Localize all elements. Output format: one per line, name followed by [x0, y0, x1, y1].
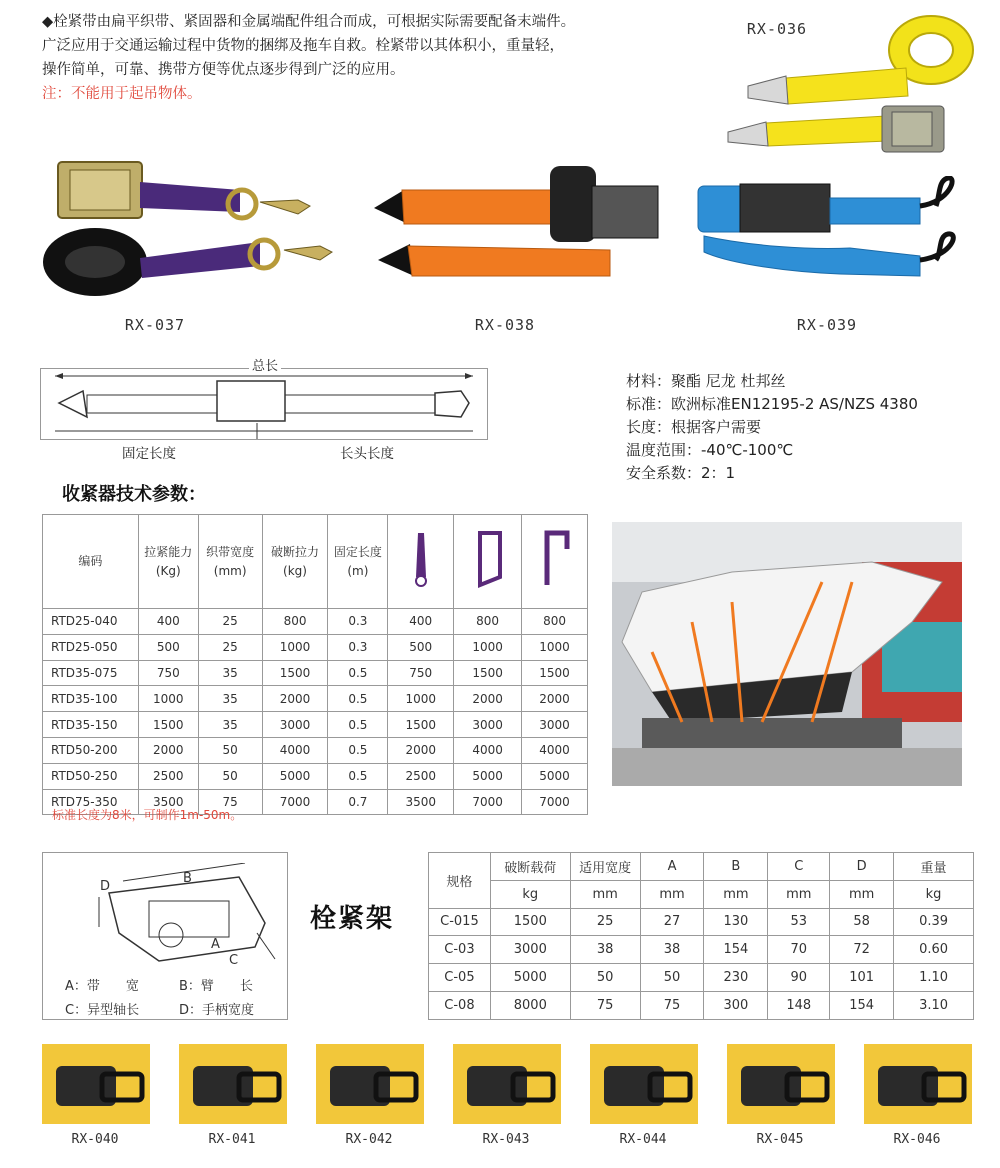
table-cell: 75	[198, 789, 262, 815]
col-header-d: D	[830, 853, 894, 881]
table-cell: 72	[830, 936, 894, 964]
table-cell: 0.5	[328, 737, 388, 763]
unit-a: mm	[640, 880, 704, 908]
ratchet-thumbnail	[42, 1044, 150, 1147]
table-cell: 5000	[490, 964, 570, 992]
table-cell: 1000	[138, 686, 198, 712]
table-cell: 50	[198, 737, 262, 763]
d-ring-hook-icon	[470, 527, 506, 591]
table-row	[429, 964, 974, 992]
ratchet-thumbnail	[864, 1044, 972, 1147]
ratchet-photo	[316, 1044, 424, 1124]
table-cell: 400	[138, 609, 198, 635]
table-cell: 2000	[138, 737, 198, 763]
bracket-spec-table	[428, 852, 974, 1020]
table-row	[43, 686, 588, 712]
ratchet-spec-table	[42, 514, 588, 815]
table-cell: 58	[830, 908, 894, 936]
dim-label-a: A	[211, 937, 220, 952]
table-cell: 750	[138, 660, 198, 686]
thumbnail-label: RX-046	[893, 1132, 941, 1147]
table-cell: 4000	[262, 737, 328, 763]
intro-line-2: 广泛应用于交通运输过程中货物的捆绑及拖车自救。栓紧带以其体积小，重量轻，	[42, 38, 564, 54]
table-cell: 38	[570, 936, 640, 964]
table-cell: 1500	[522, 660, 588, 686]
table-cell: 3500	[138, 789, 198, 815]
ratchet-photo	[864, 1044, 972, 1124]
table-cell: 2500	[138, 763, 198, 789]
table-cell: 38	[640, 936, 704, 964]
table-row	[43, 737, 588, 763]
long-strap	[285, 395, 435, 413]
long-end-hook-icon	[435, 391, 469, 417]
table-cell: 2000	[262, 686, 328, 712]
table-cell: 1500	[490, 908, 570, 936]
table-cell: 75	[570, 991, 640, 1019]
material-specs	[626, 370, 918, 485]
table-cell: 500	[138, 634, 198, 660]
table-cell: RTD35-075	[43, 660, 139, 686]
thumbnail-label: RX-042	[345, 1132, 393, 1147]
table-cell: 50	[640, 964, 704, 992]
thumbnail-label: RX-043	[482, 1132, 530, 1147]
ratchet-thumbnail	[453, 1044, 561, 1147]
table-cell: RTD25-050	[43, 634, 139, 660]
table-cell: 0.3	[328, 634, 388, 660]
col-header-width: 织带宽度 (mm)	[198, 515, 262, 609]
bracket-title: 栓紧架	[310, 904, 395, 934]
col-header-c: C	[768, 853, 830, 881]
fixed-end-hook-icon	[59, 391, 87, 417]
intro-line-1: ◆栓紧带由扁平织带、紧固器和金属端配件组合而成，可根据实际需要配备末端件。	[42, 14, 576, 30]
col-header-hook-single	[388, 515, 454, 609]
col-header-weight: 重量	[894, 853, 974, 881]
table-cell: RTD35-100	[43, 686, 139, 712]
product-label-rx037: RX-037	[124, 316, 186, 334]
col-header-fixed-length: 固定长度 (m)	[328, 515, 388, 609]
table-cell: 3500	[388, 789, 454, 815]
legend-d: D：手柄宽度	[179, 1003, 255, 1018]
table-cell: 154	[830, 991, 894, 1019]
product-photo-rx037	[40, 152, 340, 302]
table-cell: 1000	[522, 634, 588, 660]
table-row	[43, 763, 588, 789]
table-cell: RTD50-250	[43, 763, 139, 789]
legend-b: B：臂 长	[179, 979, 253, 994]
ratchet-photo	[590, 1044, 698, 1124]
table-cell: 3000	[522, 712, 588, 738]
table-cell: 2000	[522, 686, 588, 712]
product-photo-rx036	[726, 8, 980, 158]
table-cell: RTD75-350	[43, 789, 139, 815]
table-cell: 7000	[262, 789, 328, 815]
arrow-left-icon	[55, 373, 63, 379]
spec-length: 长度：根据客户需要	[626, 418, 762, 436]
unit-d: mm	[830, 880, 894, 908]
ratchet-thumbnail-row	[42, 1044, 976, 1162]
table-cell: 35	[198, 686, 262, 712]
table-cell: 0.7	[328, 789, 388, 815]
table-cell: 3000	[262, 712, 328, 738]
spec-standard: 标准：欧洲标准EN12195-2 AS/NZS 4380	[626, 395, 918, 413]
ratchet-icon	[217, 381, 285, 421]
legend-a: A：带 宽	[65, 979, 139, 994]
table-cell: C-08	[429, 991, 491, 1019]
intro-text	[42, 10, 702, 106]
table-cell: 7000	[522, 789, 588, 815]
table-cell: 5000	[454, 763, 522, 789]
table-cell: 5000	[522, 763, 588, 789]
ratchet-photo	[42, 1044, 150, 1124]
col-header-hook-j	[522, 515, 588, 609]
table-row	[429, 908, 974, 936]
table-cell: 35	[198, 660, 262, 686]
ratchet-photo	[727, 1044, 835, 1124]
table-cell: 800	[454, 609, 522, 635]
table-cell: 7000	[454, 789, 522, 815]
table-cell: 4000	[522, 737, 588, 763]
table-cell: 4000	[454, 737, 522, 763]
table-cell: 1500	[454, 660, 522, 686]
table-cell: 1000	[388, 686, 454, 712]
table-cell: 0.60	[894, 936, 974, 964]
ratchet-photo	[453, 1044, 561, 1124]
table-cell: 1000	[454, 634, 522, 660]
table-row	[43, 609, 588, 635]
long-length-label: 长头长度	[340, 446, 394, 462]
product-label-rx039: RX-039	[796, 316, 858, 334]
table-cell: 1500	[262, 660, 328, 686]
ratchet-thumbnail	[727, 1044, 835, 1147]
thumbnail-label: RX-041	[208, 1132, 256, 1147]
ratchet-thumbnail	[316, 1044, 424, 1147]
fixed-length-label: 固定长度	[122, 446, 176, 462]
table-cell: 8000	[490, 991, 570, 1019]
table-cell: C-015	[429, 908, 491, 936]
ratchet-spec-title: 收紧器技术参数：	[62, 484, 206, 505]
table-cell: 300	[704, 991, 768, 1019]
product-label-rx036: RX-036	[746, 20, 808, 38]
ratchet-thumbnail	[179, 1044, 287, 1147]
yacht-lashing-photo	[612, 522, 962, 786]
col-header-spec: 规格	[429, 853, 491, 909]
table-cell: 3000	[490, 936, 570, 964]
table-row	[429, 991, 974, 1019]
table-row	[43, 634, 588, 660]
table-cell: 1500	[138, 712, 198, 738]
table-cell: 1.10	[894, 964, 974, 992]
col-header-capacity: 拉紧能力 (Kg)	[138, 515, 198, 609]
dim-label-b: B	[183, 871, 192, 886]
table-cell: 75	[640, 991, 704, 1019]
total-length-label: 总长	[249, 355, 281, 374]
table-cell: 2000	[388, 737, 454, 763]
table-row	[43, 712, 588, 738]
intro-line-3: 操作简单，可靠、携带方便等优点逐步得到广泛的应用。	[42, 62, 405, 78]
table-cell: 70	[768, 936, 830, 964]
table-cell: 130	[704, 908, 768, 936]
table-cell: 0.5	[328, 763, 388, 789]
table-cell: 3000	[454, 712, 522, 738]
table-cell: C-05	[429, 964, 491, 992]
table-row	[43, 660, 588, 686]
col-header-hook-d-ring	[454, 515, 522, 609]
unit-weight: kg	[894, 880, 974, 908]
table-cell: 400	[388, 609, 454, 635]
table-cell: 0.5	[328, 686, 388, 712]
table-cell: RTD35-150	[43, 712, 139, 738]
intro-warning: 注：不能用于起吊物体。	[42, 86, 202, 102]
unit-c: mm	[768, 880, 830, 908]
table-cell: 53	[768, 908, 830, 936]
col-header-b: B	[704, 853, 768, 881]
thumbnail-label: RX-040	[71, 1132, 119, 1147]
table-cell: 2500	[388, 763, 454, 789]
col-header-a: A	[640, 853, 704, 881]
dim-label-c: C	[229, 953, 239, 968]
fixed-strap	[87, 395, 217, 413]
table-cell: C-03	[429, 936, 491, 964]
product-photo-rx038	[364, 164, 664, 284]
unit-b: mm	[704, 880, 768, 908]
col-header-break-load: 破断载荷	[490, 853, 570, 881]
col-header-fit-width: 适用宽度	[570, 853, 640, 881]
table-cell: 2000	[454, 686, 522, 712]
table-cell: 90	[768, 964, 830, 992]
bracket-dimension-diagram	[42, 852, 288, 1020]
table-row	[429, 936, 974, 964]
tie-down-drawing	[41, 369, 487, 439]
table-cell: 0.5	[328, 660, 388, 686]
col-header-break: 破断拉力 (kg)	[262, 515, 328, 609]
table-cell: 50	[570, 964, 640, 992]
table-cell: 800	[522, 609, 588, 635]
table-cell: 101	[830, 964, 894, 992]
table-cell: 800	[262, 609, 328, 635]
product-photo-rx039	[690, 176, 980, 286]
spec-safety-factor: 安全系数：2：1	[626, 464, 736, 482]
table-cell: 148	[768, 991, 830, 1019]
table-cell: 500	[388, 634, 454, 660]
ratchet-photo	[179, 1044, 287, 1124]
table-cell: 750	[388, 660, 454, 686]
table-cell: 0.3	[328, 609, 388, 635]
table-cell: 25	[198, 634, 262, 660]
table-cell: 35	[198, 712, 262, 738]
table-cell: 0.39	[894, 908, 974, 936]
tie-down-dimension-diagram	[40, 359, 488, 440]
unit-fit-width: mm	[570, 880, 640, 908]
arrow-right-icon	[465, 373, 473, 379]
legend-c: C：异型轴长	[65, 1003, 140, 1018]
table-cell: 154	[704, 936, 768, 964]
standard-length-note: 标准长度为8米，可制作1m-50m。	[52, 808, 243, 822]
table-cell: 25	[570, 908, 640, 936]
table-cell: 0.5	[328, 712, 388, 738]
table-cell: 3.10	[894, 991, 974, 1019]
table-cell: 1000	[262, 634, 328, 660]
table-cell: 5000	[262, 763, 328, 789]
j-hook-icon	[537, 527, 573, 591]
table-cell: 230	[704, 964, 768, 992]
single-hook-icon	[406, 527, 436, 591]
dim-label-d: D	[100, 879, 111, 894]
spec-material: 材料：聚酯 尼龙 杜邦丝	[626, 372, 786, 390]
table-cell: RTD50-200	[43, 737, 139, 763]
table-cell: RTD25-040	[43, 609, 139, 635]
table-cell: 27	[640, 908, 704, 936]
unit-break-load: kg	[490, 880, 570, 908]
thumbnail-label: RX-045	[756, 1132, 804, 1147]
thumbnail-label: RX-044	[619, 1132, 667, 1147]
table-cell: 25	[198, 609, 262, 635]
table-cell: 50	[198, 763, 262, 789]
ratchet-thumbnail	[590, 1044, 698, 1147]
product-label-rx038: RX-038	[474, 316, 536, 334]
spec-temperature: 温度范围：-40℃-100℃	[626, 441, 794, 459]
col-header-code: 编码	[43, 515, 139, 609]
table-cell: 1500	[388, 712, 454, 738]
